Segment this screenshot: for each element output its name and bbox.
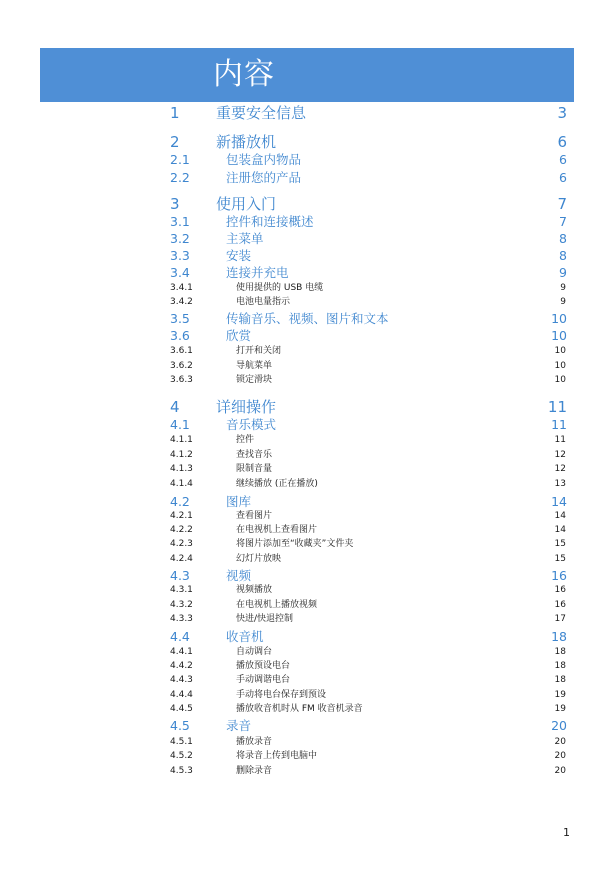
toc-entry-page: 16 (554, 600, 566, 610)
toc-entry-page: 10 (551, 311, 567, 326)
toc-entry-num: 4.2.2 (170, 525, 193, 535)
toc-entry-num: 4.3.3 (170, 614, 193, 624)
toc-subsection-row[interactable] (0, 736, 614, 748)
toc-section-row[interactable] (0, 718, 614, 733)
toc-entry-title: 详细操作 (216, 398, 277, 416)
toc-entry-num: 4.5 (170, 718, 190, 733)
toc-section-row[interactable] (0, 152, 614, 167)
toc-entry-page: 3 (557, 104, 567, 122)
toc-entry-page: 14 (554, 511, 566, 521)
toc-entry-page: 15 (554, 554, 566, 564)
toc-entry-title: 收音机 (226, 629, 264, 644)
toc-subsection-row[interactable] (0, 689, 614, 701)
toc-section-row[interactable] (0, 231, 614, 246)
toc-entry-title: 传输音乐、视频、图片和文本 (226, 311, 389, 326)
toc-entry-title: 使用提供的 USB 电缆 (236, 283, 324, 293)
toc-entry-title: 控件和连接概述 (226, 214, 314, 229)
toc-entry-title: 音乐模式 (226, 417, 277, 432)
toc-entry-num: 4.1.3 (170, 464, 193, 474)
toc-subsection-row[interactable] (0, 374, 614, 386)
toc-entry-num: 4.5.2 (170, 751, 193, 761)
toc-entry-title: 录音 (226, 718, 252, 733)
toc-entry-num: 4.4.2 (170, 661, 193, 671)
toc-entry-num: 3.6 (170, 328, 190, 343)
toc-entry-page: 11 (554, 435, 566, 445)
toc-entry-num: 3 (170, 195, 180, 213)
toc-entry-title: 主菜单 (226, 231, 264, 246)
toc-subsection-row[interactable] (0, 646, 614, 658)
toc-entry-page: 9 (559, 265, 567, 280)
toc-entry-page: 20 (554, 737, 566, 747)
toc-section-row[interactable] (0, 248, 614, 263)
toc-entry-title: 限制音量 (236, 464, 273, 474)
toc-entry-num: 3.4.1 (170, 283, 193, 293)
toc-entry-num: 1 (170, 104, 180, 122)
toc-entry-num: 4.4.4 (170, 690, 193, 700)
toc-subsection-row[interactable] (0, 660, 614, 672)
toc-subsection-row[interactable] (0, 345, 614, 357)
toc-entry-page: 11 (551, 417, 567, 432)
toc-entry-page: 10 (554, 361, 566, 371)
toc-entry-num: 3.6.1 (170, 346, 193, 356)
toc-entry-title: 幻灯片放映 (236, 554, 282, 564)
toc-entry-page: 13 (554, 479, 566, 489)
toc-subsection-row[interactable] (0, 282, 614, 294)
toc-entry-page: 6 (559, 152, 567, 167)
toc-entry-num: 4.2.3 (170, 539, 193, 549)
toc-entry-num: 2 (170, 133, 180, 151)
toc-entry-num: 4.3.2 (170, 600, 193, 610)
toc-entry-page: 7 (557, 195, 567, 213)
toc-entry-title: 播放预设电台 (236, 661, 291, 671)
toc-section-row[interactable] (0, 328, 614, 343)
toc-subsection-row[interactable] (0, 674, 614, 686)
toc-entry-page: 8 (559, 248, 567, 263)
toc-entry-page: 19 (554, 690, 566, 700)
toc-entry-title: 删除录音 (236, 766, 273, 776)
toc-subsection-row[interactable] (0, 478, 614, 490)
toc-entry-title: 播放收音机时从 FM 收音机录音 (236, 704, 363, 714)
toc-entry-title: 将录音上传到电脑中 (236, 751, 318, 761)
toc-section-row[interactable] (0, 494, 614, 509)
toc-entry-page: 10 (554, 346, 566, 356)
page-title: 内容 (213, 57, 275, 92)
toc-subsection-row[interactable] (0, 434, 614, 446)
toc-entry-num: 2.2 (170, 170, 190, 185)
toc-entry-title: 手动调谐电台 (236, 675, 291, 685)
toc-entry-page: 20 (554, 751, 566, 761)
toc-entry-title: 查找音乐 (236, 450, 273, 460)
toc-entry-num: 3.4.2 (170, 297, 193, 307)
toc-entry-title: 使用入门 (216, 195, 277, 213)
toc-entry-title: 电池电量指示 (236, 297, 291, 307)
toc-subsection-row[interactable] (0, 538, 614, 550)
toc-entry-title: 打开和关闭 (236, 346, 282, 356)
toc-entry-page: 16 (551, 568, 567, 583)
toc-subsection-row[interactable] (0, 613, 614, 625)
toc-entry-page: 18 (554, 647, 566, 657)
toc-chapter-row[interactable] (0, 104, 614, 122)
toc-entry-page: 17 (554, 614, 566, 624)
toc-entry-num: 4.1.2 (170, 450, 193, 460)
toc-subsection-row[interactable] (0, 765, 614, 777)
toc-entry-title: 图库 (226, 494, 252, 509)
toc-entry-title: 将图片添加至“收藏夹”文件夹 (236, 539, 354, 549)
page-number: 1 (563, 826, 570, 839)
toc-entry-num: 3.2 (170, 231, 190, 246)
toc-section-row[interactable] (0, 265, 614, 280)
toc-entry-num: 4.1.4 (170, 479, 193, 489)
toc-entry-page: 19 (554, 704, 566, 714)
toc-entry-page: 9 (560, 283, 566, 293)
toc-entry-page: 8 (559, 231, 567, 246)
toc-entry-title: 控件 (236, 435, 255, 445)
toc-entry-num: 4.2.1 (170, 511, 193, 521)
toc-entry-title: 安装 (226, 248, 252, 263)
toc-entry-title: 重要安全信息 (216, 104, 307, 122)
toc-section-row[interactable] (0, 311, 614, 326)
toc-subsection-row[interactable] (0, 463, 614, 475)
toc-entry-num: 4.2 (170, 494, 190, 509)
toc-entry-page: 18 (554, 675, 566, 685)
toc-section-row[interactable] (0, 417, 614, 432)
toc-entry-page: 12 (554, 464, 566, 474)
toc-entry-page: 9 (560, 297, 566, 307)
toc-entry-num: 2.1 (170, 152, 190, 167)
toc-entry-page: 20 (551, 718, 567, 733)
toc-entry-page: 18 (551, 629, 567, 644)
toc-entry-page: 14 (551, 494, 567, 509)
toc-entry-num: 4.3.1 (170, 585, 193, 595)
toc-entry-num: 4.5.3 (170, 766, 193, 776)
toc-entry-num: 4.2.4 (170, 554, 193, 564)
toc-subsection-row[interactable] (0, 750, 614, 762)
toc-entry-title: 连接并充电 (226, 265, 289, 280)
toc-entry-num: 4.4 (170, 629, 190, 644)
toc-entry-num: 4.3 (170, 568, 190, 583)
toc-entry-num: 3.3 (170, 248, 190, 263)
toc-entry-num: 4.4.1 (170, 647, 193, 657)
toc-entry-num: 4.1.1 (170, 435, 193, 445)
toc-subsection-row[interactable] (0, 449, 614, 461)
toc-entry-title: 包装盒内物品 (226, 152, 302, 167)
toc-section-row[interactable] (0, 170, 614, 185)
toc-entry-page: 14 (554, 525, 566, 535)
toc-entry-title: 锁定滑块 (236, 375, 273, 385)
toc-section-row[interactable] (0, 214, 614, 229)
toc-entry-title: 在电视机上查看图片 (236, 525, 318, 535)
toc-entry-num: 4.1 (170, 417, 190, 432)
toc-entry-num: 3.6.3 (170, 375, 193, 385)
toc-entry-num: 3.5 (170, 311, 190, 326)
toc-entry-title: 视频 (226, 568, 252, 583)
toc-subsection-row[interactable] (0, 553, 614, 565)
toc-entry-title: 欣赏 (226, 328, 252, 343)
toc-subsection-row[interactable] (0, 524, 614, 536)
toc-entry-title: 继续播放 (正在播放) (236, 479, 318, 489)
toc-entry-title: 查看图片 (236, 511, 273, 521)
toc-section-row[interactable] (0, 629, 614, 644)
toc-chapter-row[interactable] (0, 195, 614, 213)
toc-entry-page: 6 (557, 133, 567, 151)
toc-entry-title: 自动调台 (236, 647, 273, 657)
toc-entry-page: 10 (554, 375, 566, 385)
toc-entry-page: 10 (551, 328, 567, 343)
toc-entry-num: 3.1 (170, 214, 190, 229)
toc-entry-page: 12 (554, 450, 566, 460)
toc-entry-page: 18 (554, 661, 566, 671)
toc-entry-num: 3.4 (170, 265, 190, 280)
toc-subsection-row[interactable] (0, 296, 614, 308)
toc-entry-num: 4.5.1 (170, 737, 193, 747)
toc-entry-num: 4 (170, 398, 180, 416)
toc-subsection-row[interactable] (0, 703, 614, 715)
toc-entry-title: 在电视机上播放视频 (236, 600, 318, 610)
toc-subsection-row[interactable] (0, 584, 614, 596)
toc-subsection-row[interactable] (0, 360, 614, 372)
toc-entry-num: 3.6.2 (170, 361, 193, 371)
toc-entry-page: 6 (559, 170, 567, 185)
toc-section-row[interactable] (0, 568, 614, 583)
toc-entry-title: 快进/快退控制 (236, 614, 294, 624)
toc-entry-num: 4.4.5 (170, 704, 193, 714)
toc-entry-title: 手动将电台保存到预设 (236, 690, 327, 700)
toc-subsection-row[interactable] (0, 599, 614, 611)
toc-entry-page: 11 (547, 398, 567, 416)
toc-entry-page: 15 (554, 539, 566, 549)
toc-entry-title: 新播放机 (216, 133, 277, 151)
toc-chapter-row[interactable] (0, 133, 614, 151)
toc-entry-title: 导航菜单 (236, 361, 273, 371)
toc-entry-num: 4.4.3 (170, 675, 193, 685)
toc-entry-title: 注册您的产品 (226, 170, 302, 185)
toc-entry-title: 播放录音 (236, 737, 273, 747)
toc-entry-page: 16 (554, 585, 566, 595)
toc-chapter-row[interactable] (0, 398, 614, 416)
toc-entry-title: 视频播放 (236, 585, 273, 595)
toc-entry-page: 20 (554, 766, 566, 776)
toc-subsection-row[interactable] (0, 510, 614, 522)
toc-entry-page: 7 (559, 214, 567, 229)
